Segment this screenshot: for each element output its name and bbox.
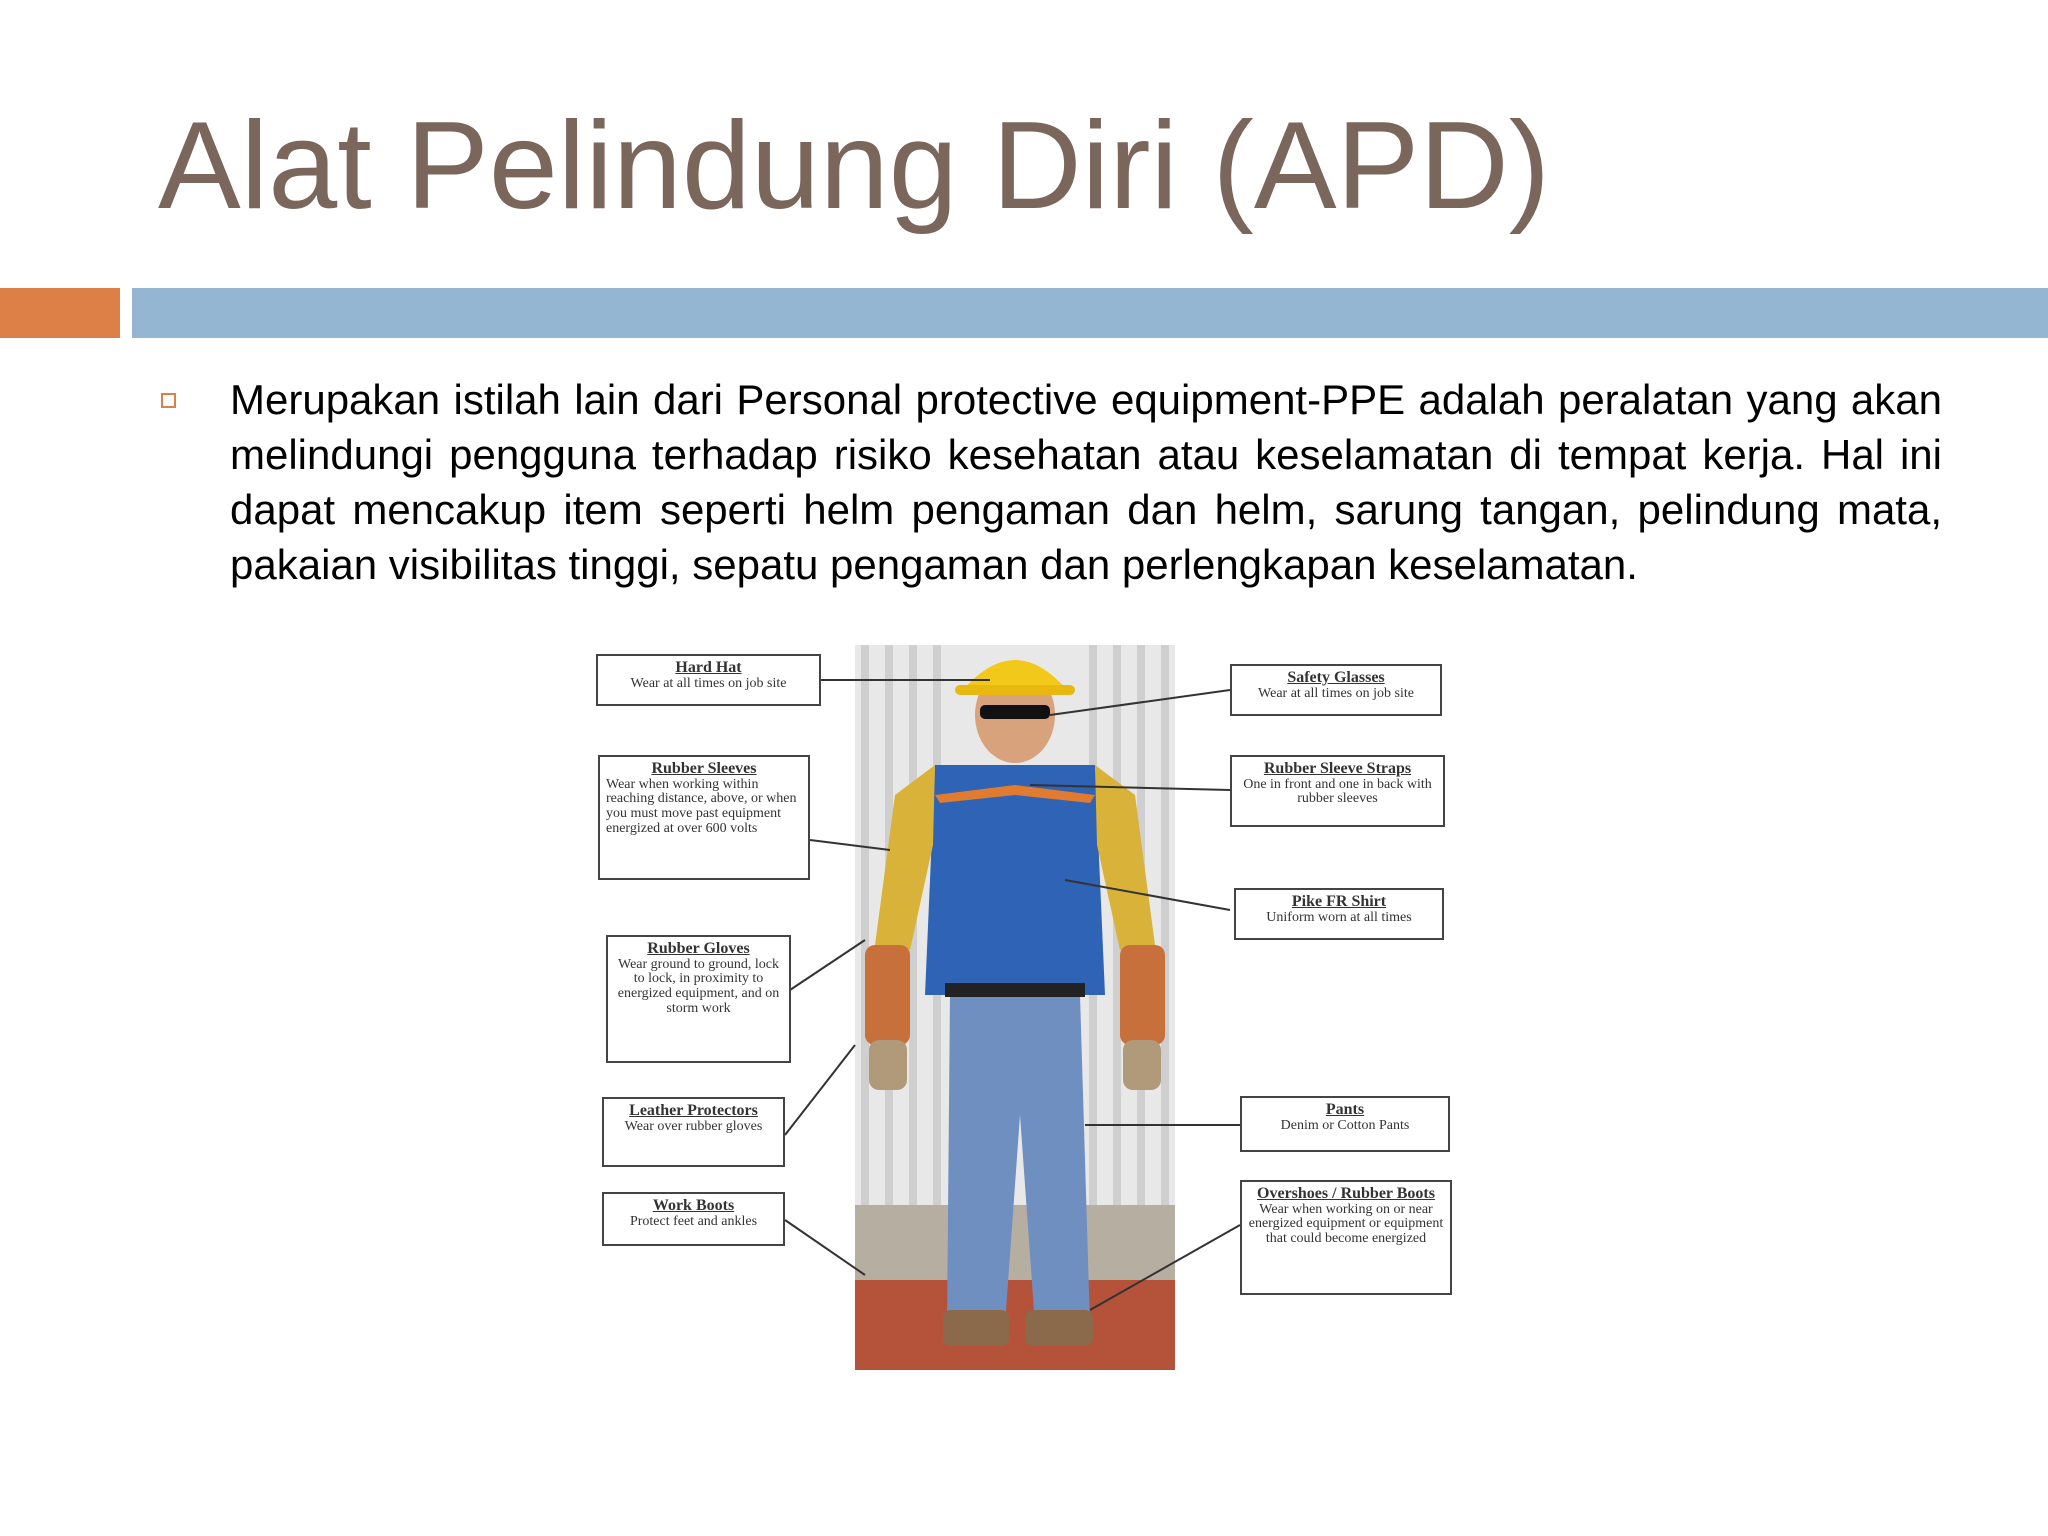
slide-title: Alat Pelindung Diri (APD) (158, 97, 1551, 235)
callout-pike-fr-shirt: Pike FR Shirt Uniform worn at all times (1234, 888, 1444, 940)
callout-safety-glasses: Safety Glasses Wear at all times on job site (1230, 664, 1442, 716)
bullet-square-icon (161, 393, 176, 408)
callout-rubber-gloves: Rubber Gloves Wear ground to ground, lock to lock, in proximity to energized equipment, and on storm work (606, 935, 791, 1063)
callout-leather-protectors: Leather Protectors Wear over rubber gloves (602, 1097, 785, 1167)
callout-rubber-sleeves: Rubber Sleeves Wear when working within reaching distance, above, or when you must move past equipment energized at over 600 volts (598, 755, 810, 880)
callout-rubber-sleeve-straps: Rubber Sleeve Straps One in front and one in back with rubber sleeves (1230, 755, 1445, 827)
ppe-figure (590, 640, 1460, 1380)
callout-pants: Pants Denim or Cotton Pants (1240, 1096, 1450, 1152)
callout-overshoes: Overshoes / Rubber Boots Wear when working on or near energized equipment or equipment that could become energized (1240, 1180, 1452, 1295)
worker-photo (855, 645, 1175, 1370)
bullet-text: Merupakan istilah lain dari Personal protective equipment-PPE adalah peralatan yang akan melindungi pengguna terhadap risiko kesehatan atau keselamatan di tempat kerja. Hal ini dapat mencakup item seperti helm pengaman dan helm, sarung tangan, pelindung mata, pakaian visibilitas tinggi, sepatu pengaman dan perlengkapan keselamatan. (230, 376, 1942, 588)
callout-work-boots: Work Boots Protect feet and ankles (602, 1192, 785, 1246)
accent-bar (0, 288, 120, 338)
header-bar (132, 288, 2048, 338)
callout-hard-hat: Hard Hat Wear at all times on job site (596, 654, 821, 706)
